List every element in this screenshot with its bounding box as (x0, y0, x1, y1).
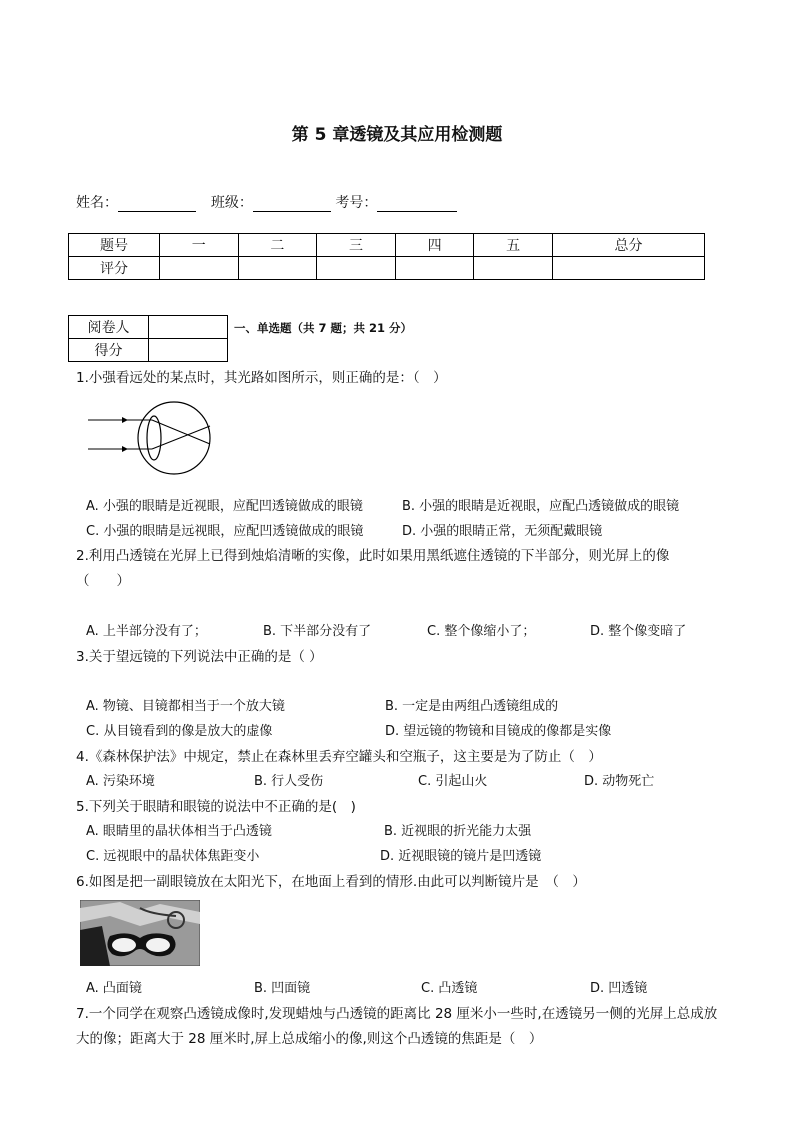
grader-table (68, 315, 228, 362)
score-table (68, 233, 705, 280)
column-header: 一 (160, 234, 239, 257)
class-label: 班级： (210, 195, 253, 211)
student-info (76, 192, 457, 212)
option-a[interactable]: A. 眼睛里的晶状体相当于凸透镜 (86, 824, 272, 839)
option-a[interactable]: A. 小强的眼睛是近视眼，应配凹透镜做成的眼镜 (86, 499, 363, 514)
question-stem: 1.小强看远处的某点时，其光路如图所示，则正确的是：（ ） (76, 370, 447, 386)
question-stem: 5.下列关于眼睛和眼镜的说法中不正确的是( ) (76, 799, 356, 815)
option-b[interactable]: B. 一定是由两组凸透镜组成的 (385, 699, 559, 714)
option-d[interactable]: D. 望远镜的物镜和目镜成的像都是实像 (385, 724, 612, 739)
reviewer-cell[interactable] (149, 316, 228, 339)
option-a[interactable]: A. 上半部分没有了； (86, 624, 207, 639)
name-label: 姓名： (76, 195, 118, 211)
option-d[interactable]: D. 整个像变暗了 (590, 624, 687, 639)
question-number-header: 题号 (69, 234, 160, 257)
option-a[interactable]: A. 污染环境 (86, 774, 155, 789)
glasses-photo (80, 900, 200, 966)
score-cell[interactable] (317, 257, 396, 280)
question-stem: 3.关于望远镜的下列说法中正确的是（ ） (76, 649, 323, 665)
column-header: 总分 (552, 234, 704, 257)
score-cell[interactable] (552, 257, 704, 280)
option-a[interactable]: A. 凸面镜 (86, 981, 142, 996)
option-c[interactable]: C. 小强的眼睛是远视眼，应配凹透镜做成的眼镜 (86, 524, 364, 539)
name-field[interactable] (118, 197, 196, 212)
score-row-header: 评分 (69, 257, 160, 280)
option-c[interactable]: C. 引起山火 (418, 774, 488, 789)
option-d[interactable]: D. 动物死亡 (584, 774, 655, 789)
option-a[interactable]: A. 物镜、目镜都相当于一个放大镜 (86, 699, 285, 714)
option-d[interactable]: D. 近视眼镜的镜片是凹透镜 (380, 849, 542, 864)
score-table-score-row (69, 257, 705, 280)
class-field[interactable] (253, 197, 331, 212)
option-b[interactable]: B. 小强的眼睛是近视眼，应配凸透镜做成的眼镜 (402, 499, 680, 514)
option-c[interactable]: C. 远视眼中的晶状体焦距变小 (86, 849, 260, 864)
score-table-header-row (69, 234, 705, 257)
question-stem: 2.利用凸透镜在光屏上已得到烛焰清晰的实像，此时如果用黑纸遮住透镜的下半部分，则光屏上的像 （ ） (76, 548, 683, 589)
question-stem: 4.《森林保护法》中规定，禁止在森林里丢弃空罐头和空瓶子，这主要是为了防止（ ） (76, 749, 602, 765)
question-stem: 6.如图是把一副眼镜放在太阳光下，在地面上看到的情形.由此可以判断镜片是 （ ） (76, 874, 586, 890)
option-c[interactable]: C. 整个像缩小了； (427, 624, 536, 639)
score-cell[interactable] (474, 257, 553, 280)
section-heading: 一、单选题（共 7 题；共 21 分） (234, 321, 413, 335)
question-stem: 7.一个同学在观察凸透镜成像时,发现蜡烛与凸透镜的距离比 28 厘米小一些时,在透镜另一侧的光屏上总成放大的像；距离大于 28 厘米时,屏上总成缩小的像,则这个凸透镜的焦距是（ ） (76, 1006, 718, 1047)
column-header: 四 (395, 234, 474, 257)
exam-label: 考号： (335, 195, 378, 211)
column-header: 五 (474, 234, 553, 257)
option-b[interactable]: B. 近视眼的折光能力太强 (384, 824, 532, 839)
score-cell[interactable] (160, 257, 239, 280)
grader-score-cell[interactable] (149, 339, 228, 362)
option-c[interactable]: C. 从目镜看到的像是放大的虚像 (86, 724, 273, 739)
reviewer-label: 阅卷人 (69, 316, 149, 339)
column-header: 三 (317, 234, 396, 257)
option-b[interactable]: B. 凹面镜 (254, 981, 311, 996)
option-d[interactable]: D. 凹透镜 (590, 981, 648, 996)
eye-diagram (88, 396, 218, 480)
exam-number-field[interactable] (377, 197, 457, 212)
page-title: 第 5 章透镜及其应用检测题 (291, 125, 503, 145)
column-header: 二 (238, 234, 317, 257)
score-cell[interactable] (395, 257, 474, 280)
score-label: 得分 (69, 339, 149, 362)
option-b[interactable]: B. 行人受伤 (254, 774, 324, 789)
option-b[interactable]: B. 下半部分没有了 (263, 624, 372, 639)
option-d[interactable]: D. 小强的眼睛正常，无须配戴眼镜 (402, 524, 603, 539)
score-cell[interactable] (238, 257, 317, 280)
option-c[interactable]: C. 凸透镜 (421, 981, 478, 996)
